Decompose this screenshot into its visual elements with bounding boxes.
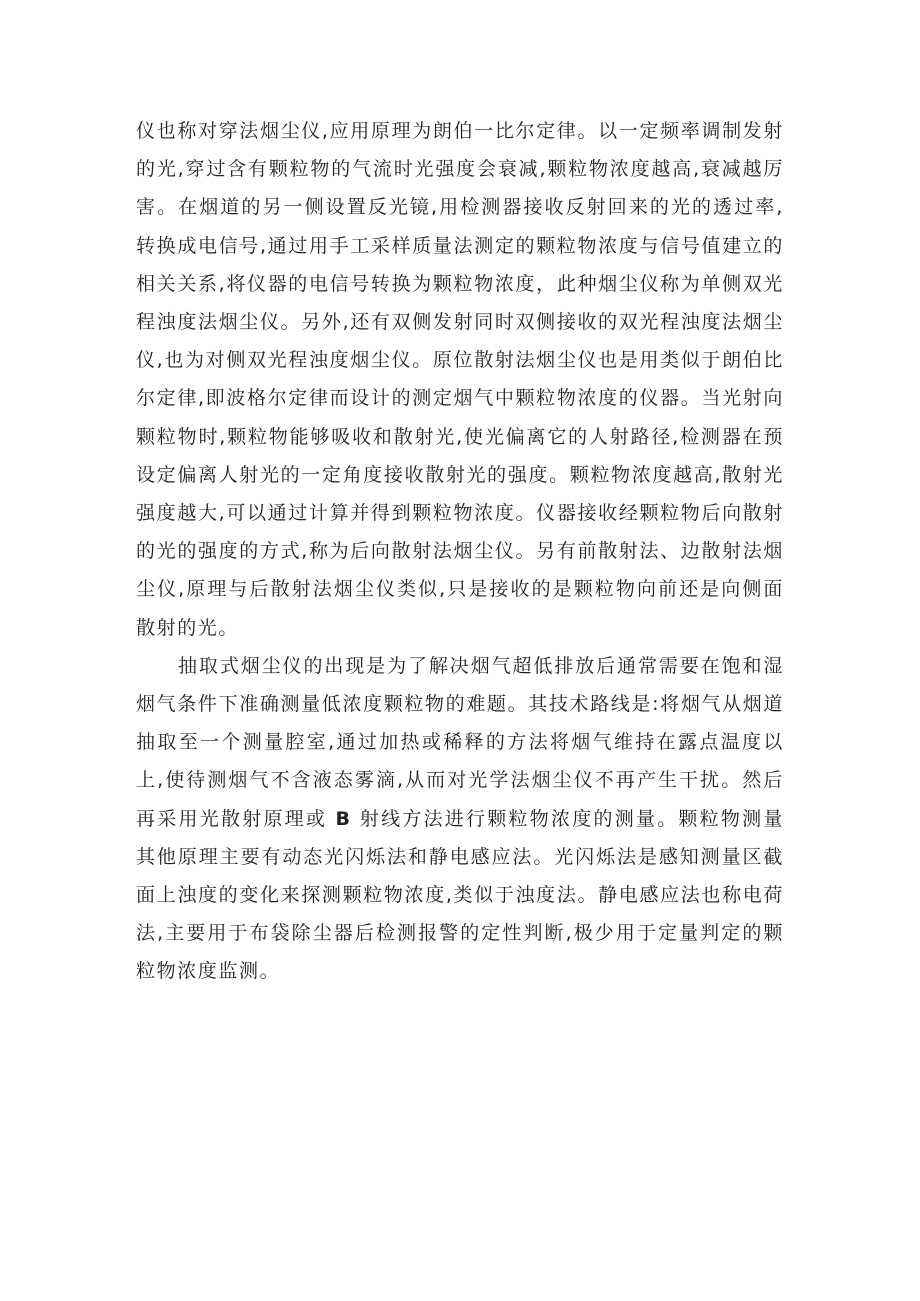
paragraph-1: 仪也称对穿法烟尘仪,应用原理为朗伯一比尔定律。以一定频率调制发射的光,穿过含有颗粒物的气流时光强度会衰减,颗粒物浓度越高,衰减越厉害。在烟道的另一侧设置反光镜,用检测器接收反射回来的光的透过率,转换成电信号,通过用手工采样质量法测定的颗粒物浓度与信号值建立的相关关系,将仪器的电信号转换为颗粒物浓度，此种烟尘仪称为单侧双光程浊度法烟尘仪。另外,还有双侧发射同时双侧接收的双光程浊度法烟尘仪,也为对侧双光程浊度烟尘仪。原位散射法烟尘仪也是用类似于朗伯比尔定律,即波格尔定律而设计的测定烟气中颗粒物浓度的仪器。当光射向颗粒物时,颗粒物能够吸收和散射光,使光偏离它的人射路径,检测器在预设定偏离人射光的一定角度接收散射光的强度。颗粒物浓度越高,散射光强度越大,可以通过计算并得到颗粒物浓度。仪器接收经颗粒物后向散射的光的强度的方式,称为后向散射法烟尘仪。另有前散射法、边散射法烟尘仪,原理与后散射法烟尘仪类似,只是接收的是颗粒物向前还是向侧面散射的光。 <box>136 120 784 639</box>
paragraph-2 <box>136 647 784 991</box>
beta-symbol: B <box>335 807 352 830</box>
document-body <box>136 112 784 991</box>
paragraph-2-part-2: 射线方法进行颗粒物浓度的测量。颗粒物测量其他原理主要有动态光闪烁法和静电感应法。光闪烁法是感知测量区截面上浊度的变化来探测颗粒物浓度,类似于浊度法。静电感应法也称电荷法,主要用于布袋除尘器后检测报警的定性判断,极少用于定量判定的颗粒物浓度监测。 <box>136 807 784 983</box>
paragraph-2-part-1: 抽取式烟尘仪的出现是为了解决烟气超低排放后通常需要在饱和湿烟气条件下准确测量低浓度颗粒物的难题。其技术路线是:将烟气从烟道抽取至一个测量腔室,通过加热或稀释的方法将烟气维持在露点温度以上,使待测烟气不含液态雾滴,从而对光学法烟尘仪不再产生干扰。然后再采用光散射原理或 <box>136 654 784 830</box>
